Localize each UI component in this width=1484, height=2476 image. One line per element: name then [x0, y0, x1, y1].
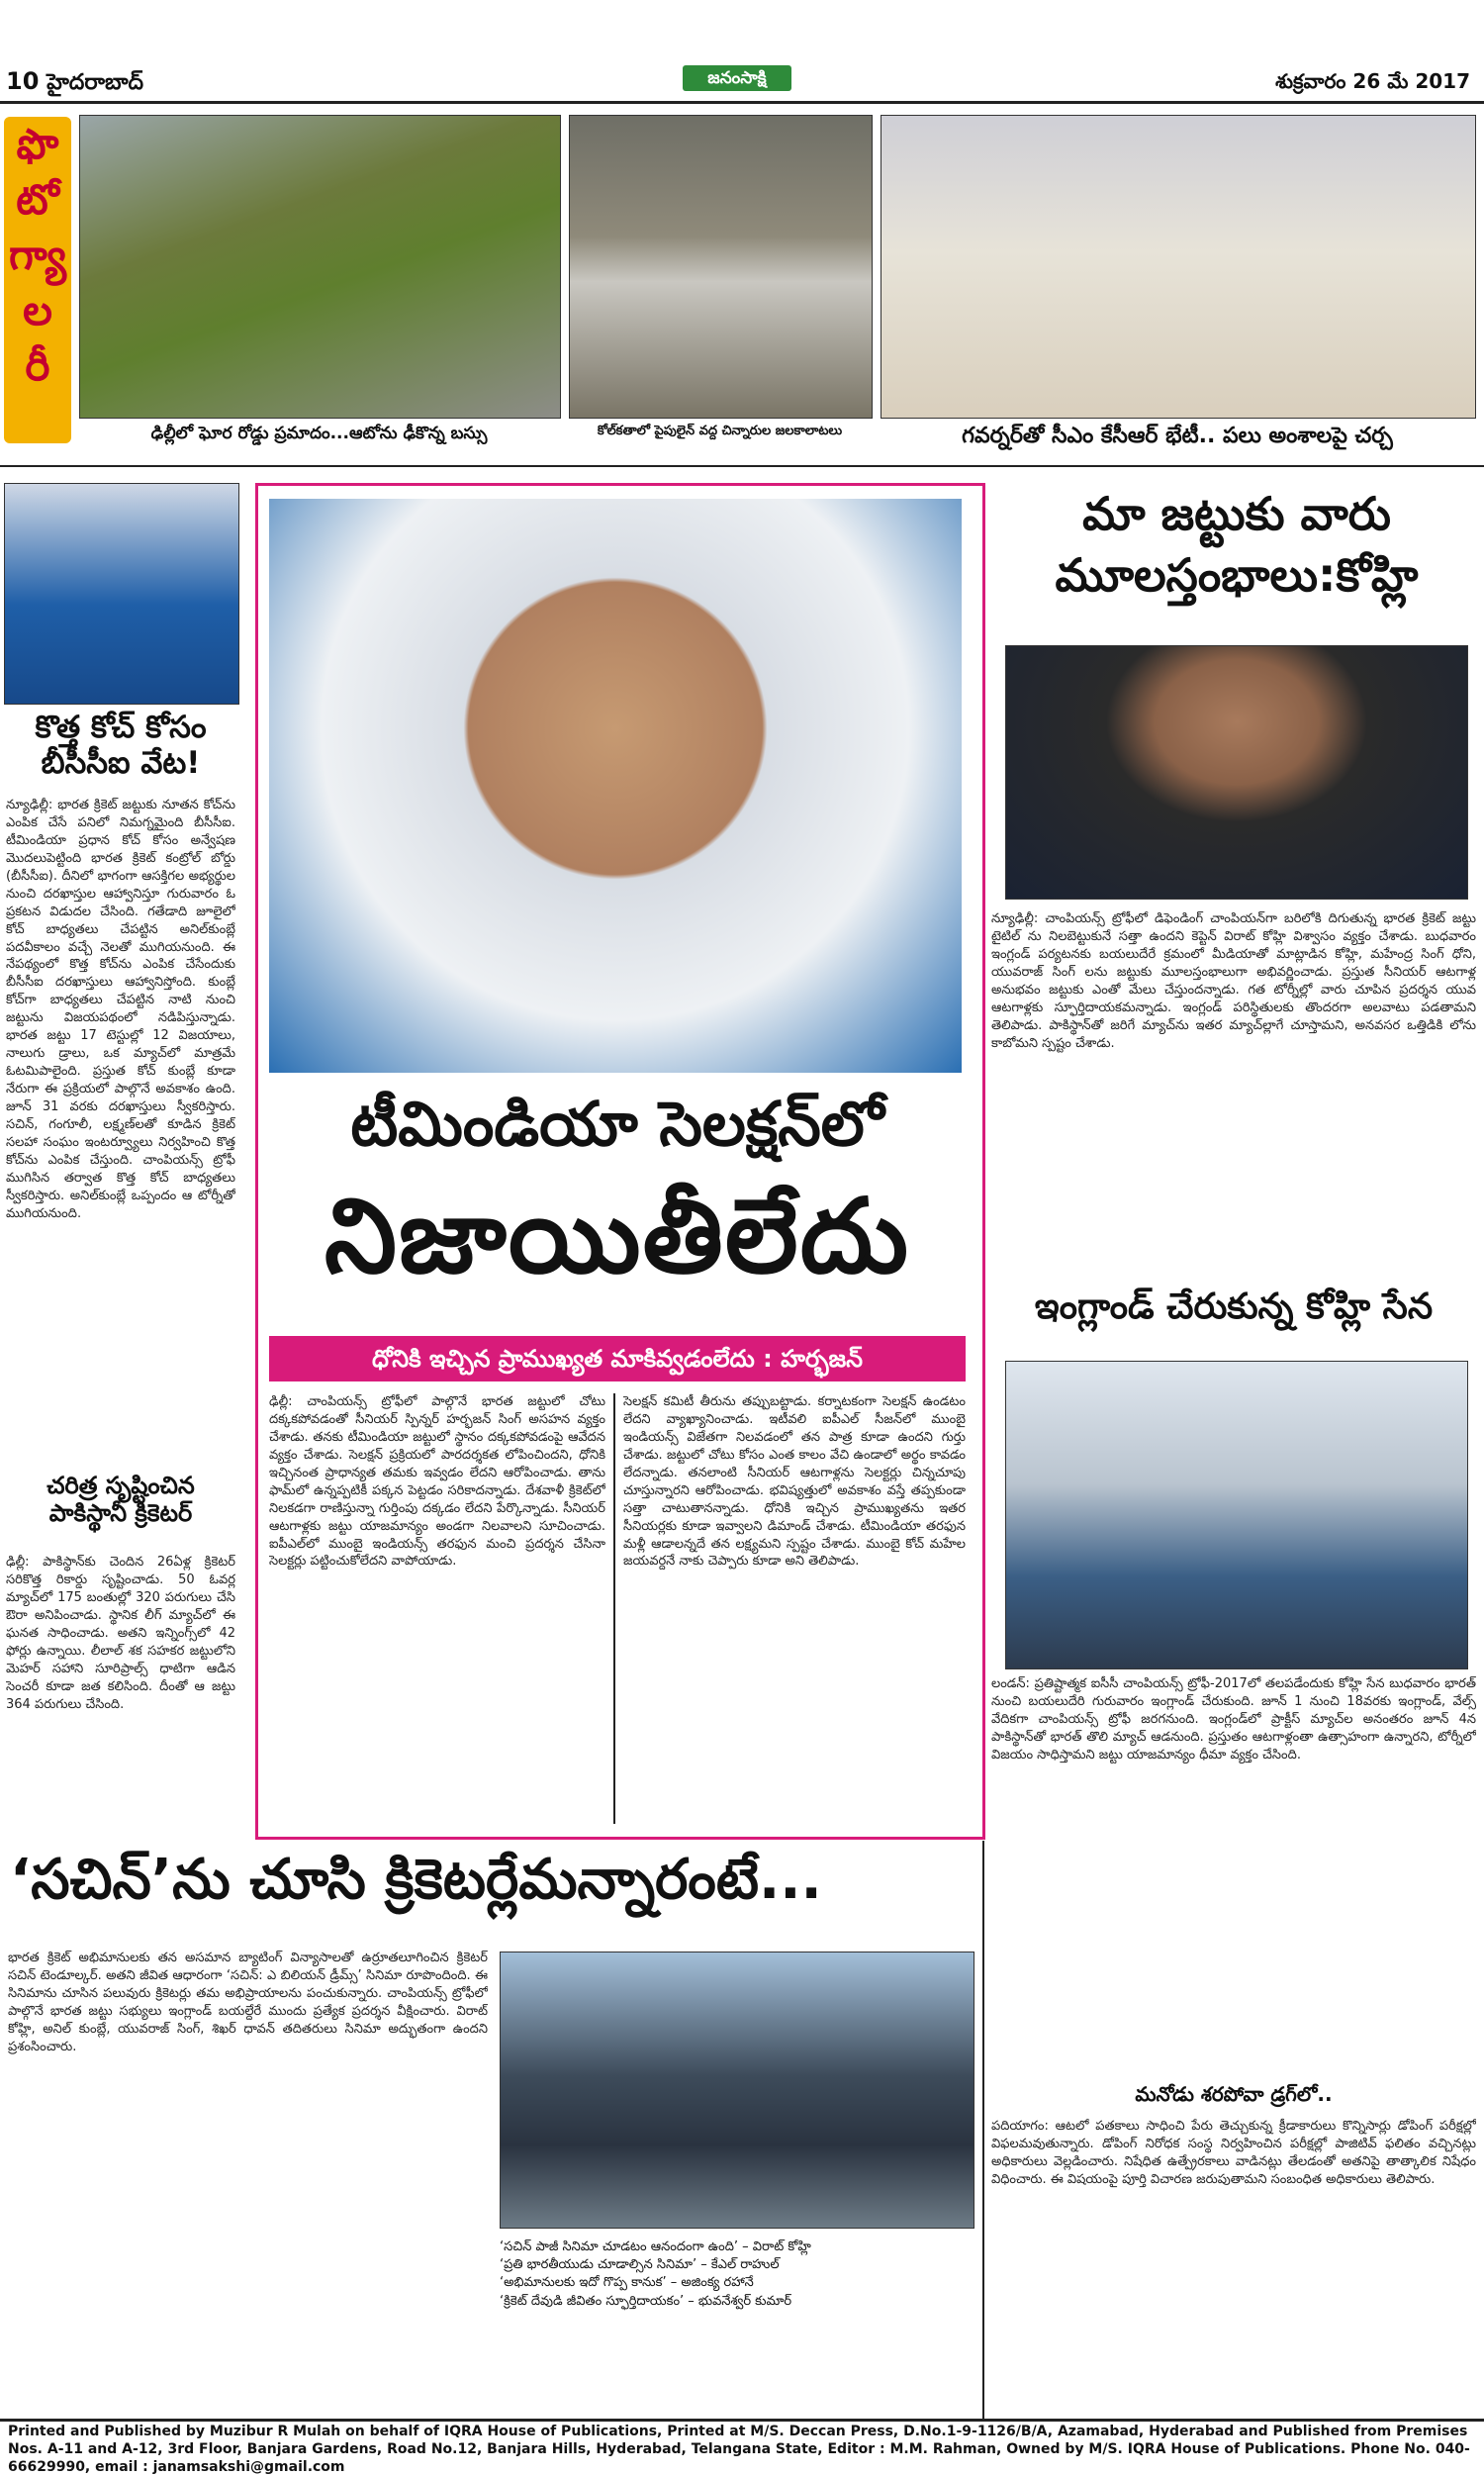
team-bus-photo: [1005, 1361, 1468, 1669]
harbhajan-photo: [269, 499, 962, 1073]
pakistan-cricketer-body: ఢిల్లీ: పాకిస్థాన్‌కు చెందిన 26ఏళ్ల క్రికెటర్ సరికొత్త రికార్డు సృష్టించాడు. 50 ఓవర్ల మ్యాచ్‌లో 175 బంతుల్లో 320 పరుగులు చేసి ఔరా అనిపించాడు. స్థానిక లీగ్ మ్యాచ్‌లో ఈ ఘనత సాధించాడు. అతని ఇన్నింగ్స్‌లో 42 ఫోర్లు ఉన్నాయి. లీలాల్ శక సహకర జట్టులోని మెహర్ సహాని సూరిప్రాల్స్ ధాటిగా ఆడిన సెంచరీ కూడా జత కలిసింది. దీంతో ఆ జట్టు 364 పరుగులు చేసింది.: [6, 1555, 235, 1712]
england-article-body: లండన్: ప్రతిష్టాత్మక ఐసీసీ చాంపియన్స్ ట్రోఫీ-2017లో తలపడేందుకు కోహ్లి సేన బుధవారం భారత్ నుంచి బయలుదేరి గురువారం ఇంగ్లాండ్ చేరుకుంది. జూన్ 1 నుంచి 18వరకు ఇంగ్లాండ్, వేల్స్ వేదికగా చాంపియన్స్ ట్రోఫీ జరగనుంది. ఇంగ్లండ్‌లో ప్రాక్టీస్ మ్యాచ్‌ల అనంతరం జూన్ 4న పాకిస్థాన్‌తో భారత్ తొలి మ్యాచ్ ఆడనుంది. ప్రస్తుతం ఆటగాళ్లంతా ఉత్సాహంగా ఉన్నారని, టోర్నీలో విజయం సాధిస్తామని జట్టు యాజమాన్యం ధీమా వ్యక్తం చేసింది.: [991, 1676, 1476, 1762]
bus-photo-caption: ఢిల్లీలో ఘోర రోడ్డు ప్రమాదం...ఆటోను ఢీకొన్న బస్సు: [150, 424, 488, 443]
water-photo-caption: కోల్‌కతాలో పైపులైన్ వద్ద చిన్నారుల జలకాలాటలు: [597, 424, 843, 438]
coach-photo: [4, 483, 239, 705]
quote-bhuvneshwar: ‘క్రికెట్ దేవుడి జీవితం స్ఫూర్తిదాయకం’ – భువనేశ్వర్ కుమార్: [500, 2293, 792, 2309]
pakistan-cricketer-headline: చరిత్ర సృష్టించిన పాకిస్థానీ క్రికెటర్: [46, 1472, 195, 1527]
section-rule: [0, 465, 1484, 467]
cricketer-quotes: [500, 2238, 973, 2311]
newspaper-logo: జనంసాక్షి: [683, 65, 791, 91]
governor-meeting-photo: [881, 115, 1476, 419]
coach-article-body: న్యూఢిల్లీ: భారత క్రికెట్ జట్టుకు నూతన కోచ్‌ను ఎంపిక చేసే పనిలో నిమగ్నమైంది బీసీసీఐ. టీమిండియా ప్రధాన కోచ్ కోసం అన్వేషణ మొదలుపెట్టింది భారత క్రికెట్ కంట్రోల్ బోర్డు (బీసీసీఐ). దీనిలో భాగంగా ఆసక్తిగల అభ్యర్థుల నుంచి దరఖాస్తుల ఆహ్వానిస్తూ గురువారం ఓ ప్రకటన విడుదల చేసింది. గతేడాది జూలైలో కోచ్ బాధ్యతలు చేపట్టిన అనిల్‌కుంబ్లే పదవీకాలం వచ్చే నెలతో ముగియనుంది. ఈ నేపథ్యంలో కొత్త కోచ్‌ను ఎంపిక చేసేందుకు బీసీసీఐ దరఖాస్తులు ఆహ్వానిస్తోంది. కుంబ్లే కోచ్‌గా బాధ్యతలు చేపట్టిన నాటి నుంచి జట్టును విజయపథంలో నడిపిస్తున్నాడు. భారత జట్టు 17 టెస్టుల్లో 12 విజయాలు, నాలుగు డ్రాలు, ఒక మ్యాచ్‌లో మాత్రమే ఓటమిపాలైంది. ప్రస్తుత కోచ్ కుంబ్లే కూడా నేరుగా ఈ ప్రక్రియలో పాల్గొనే అవకాశం ఉంది. జూన్ 31 వరకు దరఖాస్తులు స్వీకరిస్తారు. సచిన్, గంగూలీ, లక్ష్మణ్‌లతో కూడిన క్రికెట్ సలహా సంఘం ఇంటర్వ్యూలు నిర్వహించి కొత్త కోచ్‌ను ఎంపిక చేస్తుంది. చాంపియన్స్ ట్రోఫీ ముగిసిన తర్వాత కొత్త కోచ్ బాధ్యతలు స్వీకరిస్తారు. అనిల్‌కుంబ్లే ఒప్పందం ఆ టోర్నీతో ముగియనుంది.: [6, 798, 235, 1221]
city-name: హైదరాబాద్: [46, 70, 144, 95]
sachin-headline: ‘సచిన్’ను చూసి క్రికెటర్లేమన్నారంటే...: [10, 1848, 822, 1912]
harbhajan-body-col1: ఢిల్లీ: చాంపియన్స్ ట్రోఫీలో పాల్గొనే భారత జట్టులో చోటు దక్కకపోవడంతో సీనియర్ స్పిన్నర్ హర్భజన్ సింగ్ అసహన వ్యక్తం చేశాడు. తనకు టీమిండియా జట్టులో స్థానం దక్కకపోవడంపై ఆవేదన వ్యక్తం చేశాడు. సెలక్షన్ ప్రక్రియలో పారదర్శకత లోపించిందని, ధోనికి ఇచ్చినంత ప్రాధాన్యత తమకు ఇవ్వడం లేదని ఆరోపించాడు. తాను ఫామ్‌లో ఉన్నప్పటికీ పక్కన పెట్టడం సరికాదన్నాడు. దేశవాళీ క్రికెట్‌లో నిలకడగా రాణిస్తున్నా గుర్తింపు దక్కడం లేదని పేర్కొన్నాడు. సీనియర్ ఆటగాళ్లకు జట్టు యాజమాన్యం అండగా నిలవాలని సూచించాడు. ఐపీఎల్‌లో ముంబై ఇండియన్స్ తరఫున మంచి ప్రదర్శన చేసినా సెలక్టర్లు పట్టించుకోలేదని వాపోయాడు.: [269, 1394, 605, 1570]
water-pipeline-photo: [569, 115, 873, 419]
team-sachin-screening-photo: [500, 1952, 974, 2229]
bus-accident-photo: [79, 115, 561, 419]
selection-headline-line1: టీమిండియా సెలక్షన్‌లో: [350, 1088, 884, 1160]
issue-date: శుక్రవారం 26 మే 2017: [1275, 69, 1470, 93]
kohli-article-body: న్యూఢిల్లీ: చాంపియన్స్ ట్రోఫీలో డిఫెండింగ్ చాంపియన్‌గా బరిలోకి దిగుతున్న భారత క్రికెట్ జట్టు టైటిల్ ను నిలబెట్టుకునే సత్తా ఉందని కెప్టెన్ విరాట్ కోహ్లి విశ్వాసం వ్యక్తం చేశాడు. బుధవారం ఇంగ్లండ్ పర్యటనకు బయలుదేరే క్రమంలో మీడియాతో మాట్లాడిన కోహ్లి, మహేంద్ర సింగ్ ధోని, యువరాజ్ సింగ్ లను జట్టుకు మూలస్తంభాలుగా అభివర్ణించాడు. ప్రస్తుత సీనియర్ ఆటగాళ్ల అనుభవం జట్టుకు ఎంతో మేలు చేస్తుందన్నాడు. గత టోర్నీల్లో వారు చూపిన ప్రదర్శన యువ ఆటగాళ్లకు స్ఫూర్తిదాయకమన్నాడు. ఇంగ్లండ్ పరిస్థితులకు తొందరగా అలవాటు పడతామని తెలిపాడు. పాకిస్థాన్‌తో జరిగే మ్యాచ్‌ను ఇతర మ్యాచ్‌ల్లాగే చూస్తామని, అనవసర ఒత్తిడికి లోను కాబోమని స్పష్టం చేశాడు.: [991, 911, 1476, 1051]
harbhajan-body-col2: సెలక్షన్ కమిటీ తీరును తప్పుబట్టాడు. కర్నాటకంగా సెలక్షన్ ఉండటం లేదని వ్యాఖ్యానించాడు. ఇటీవలి ఐపీఎల్ సీజన్‌లో ముంబై ఇండియన్స్ విజేతగా నిలవడంలో తన పాత్ర కూడా ఉందని గుర్తు చేశాడు. జట్టులో చోటు కోసం ఎంత కాలం వేచి ఉండాలో అర్థం కావడం లేదన్నాడు. తనలాంటి సీనియర్ ఆటగాళ్లను సెలక్టర్లు చిన్నచూపు చూస్తున్నారని ఆరోపించాడు. భవిష్యత్తులో అవకాశం వస్తే తప్పకుండా సత్తా చాటుతానన్నాడు. ధోనికి ఇచ్చిన ప్రాముఖ్యతను ఇతర సీనియర్లకు కూడా ఇవ్వాలని డిమాండ్ చేశాడు. టీమిండియా తరఫున మళ్లీ ఆడాలన్నదే తన లక్ష్యమని స్పష్టం చేశాడు. ముంబై కోచ్ మహేల జయవర్దనే నాకు చెప్పారు కూడా అని తెలిపాడు.: [623, 1394, 966, 1570]
doping-article-body: పదియాగం: ఆటలో పతకాలు సాధించి పేరు తెచ్చుకున్న క్రీడాకారులు కొన్నిసార్లు డోపింగ్ పరీక్షల్లో విఫలమవుతున్నారు. డోపింగ్ నిరోధక సంస్థ నిర్వహించిన పరీక్షల్లో పాజిటివ్ ఫలితం వచ్చినట్లు అధికారులు వెల్లడించారు. నిషేధిత ఉత్ప్రేరకాలు వాడినట్లు తేలడంతో అతనిపై తాత్కాలిక నిషేధం విధించారు. ఈ విషయంపై పూర్తి విచారణ జరుపుతామని సంబంధిత అధికారులు తెలిపారు.: [991, 2119, 1476, 2187]
england-headline: ఇంగ్లాండ్ చేరుకున్న కోహ్లి సేన: [1034, 1286, 1434, 1327]
coach-headline: కొత్త కోచ్ కోసం బీసీసీఐ వేట!: [35, 710, 207, 781]
header-rule: [0, 101, 1484, 104]
column-divider: [613, 1393, 615, 1824]
photo-gallery-label: ఫొ టో గ్యా ల రీ: [4, 117, 71, 443]
quote-rahul: ‘ప్రతి భారతీయుడు చూడాల్సిన సినిమా’ – కేఎల్ రాహుల్: [500, 2257, 780, 2273]
page-number: 10 హైదరాబాద్: [6, 67, 144, 95]
quote-kohli: ‘సచిన్ పాజీ సినిమా చూడటం ఆనందంగా ఉంది’ – విరాట్ కోహ్లి: [500, 2239, 811, 2254]
kohli-press-photo: [1005, 645, 1468, 900]
governor-photo-caption: గవర్నర్‌తో సీఎం కేసీఆర్ భేటీ.. పలు అంశాలపై చర్చ: [962, 424, 1393, 448]
quote-rahane: ‘అభిమానులకు ఇదో గొప్ప కానుక’ – అజింక్య రహానే: [500, 2275, 754, 2291]
harbhajan-quote-banner: ధోనికి ఇచ్చిన ప్రాముఖ్యత మాకివ్వడంలేదు : హర్భజన్: [269, 1336, 966, 1381]
sachin-article-body: భారత క్రికెట్ అభిమానులకు తన అసమాన బ్యాటింగ్ విన్యాసాలతో ఉర్రూతలూగించిన క్రికెటర్ సచిన్ టెండూల్కర్. అతని జీవిత ఆధారంగా ‘సచిన్: ఎ బిలియన్ డ్రీమ్స్’ సినిమా రూపొందింది. ఈ సినిమాను చూసిన పలువురు క్రికెటర్లు తమ అభిప్రాయాలను పంచుకున్నారు. చాంపియన్స్ ట్రోఫీలో పాల్గొనే భారత జట్టు సభ్యులు ఇంగ్లాండ్ బయల్దేరే ముందు ప్రత్యేక ప్రదర్శన వీక్షించారు. విరాట్ కోహ్లి, అనిల్ కుంబ్లే, యువరాజ్ సింగ్, శిఖర్ ధావన్ తదితరులు సినిమా అద్భుతంగా ఉందని ప్రశంసించారు.: [8, 1951, 488, 2054]
doping-headline: మనోడు శరపోవా డ్రగ్‌లో..: [1135, 2082, 1333, 2106]
footer-rule: [0, 2419, 1484, 2422]
right-column-divider: [982, 1841, 984, 2420]
selection-headline-line2: నిజాయితీలేదు: [324, 1176, 910, 1296]
imprint-line: Printed and Published by Muzibur R Mulah on behalf of IQRA House of Publications, Printed at M/S. Deccan Press, D.No.1-9-1126/B/A, Azamabad, Hyderabad and Published from Premises Nos. A-11 and A-12, 3rd Floor, Banjara Gardens, Road No.12, Banjara Hills, Hyderabad, Telangana State, Editor : M.M. Rahman, Owned by M/S. IQRA House of Publications. Phone No. 040-66629990, email : janamsakshi@gmail.com: [0, 2423, 1484, 2470]
kohli-headline: మా జట్టుకు వారు మూలస్తంభాలు:కోహ్లి: [1055, 487, 1419, 603]
